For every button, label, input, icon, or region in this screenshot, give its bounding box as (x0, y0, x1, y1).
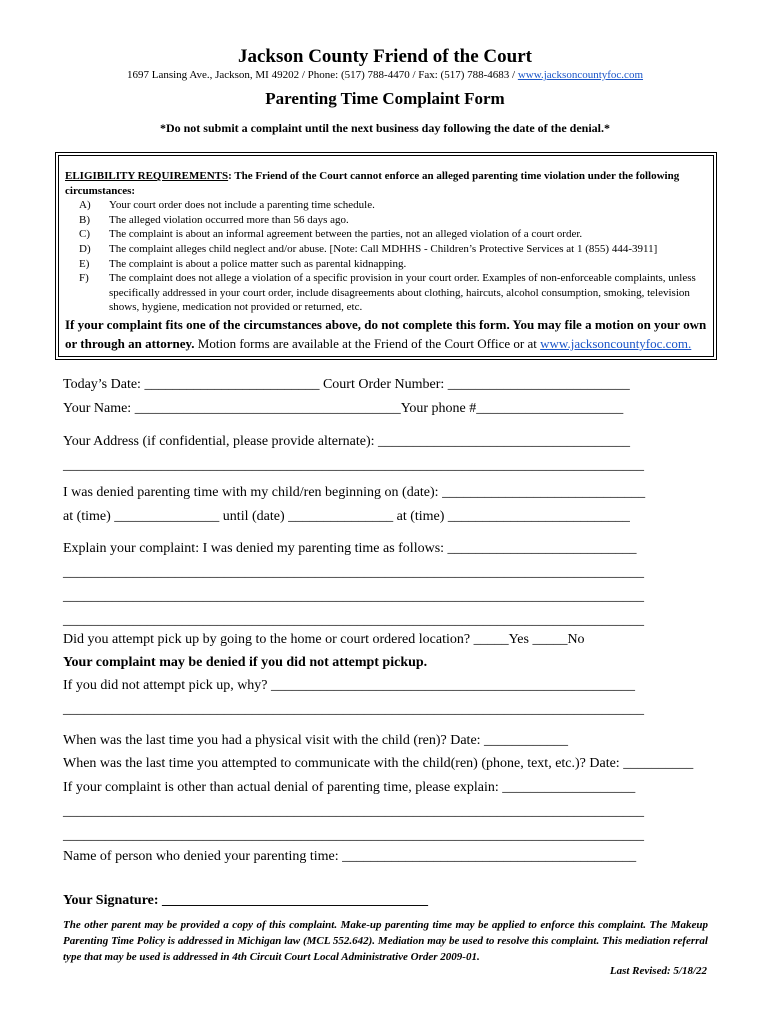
eligibility-box (55, 152, 717, 360)
motion-forms-link[interactable]: www.jacksoncountyfoc.com. (540, 335, 692, 351)
item-text: The complaint alleges child neglect and/or abuse. [Note: Call MDHHS - Children’s Protective Services at 1 (855) 444-3911] (109, 242, 658, 255)
form-field-line[interactable]: Did you attempt pick up by going to the home or court ordered location? _____Yes _____No (63, 632, 585, 647)
form-field-line[interactable]: Your Address (if confidential, please provide alternate): ____________________________________ (63, 434, 631, 449)
form-field-line[interactable]: Name of person who denied your parenting time: __________________________________________ (63, 849, 637, 864)
eligibility-heading (65, 169, 707, 198)
address-text: 1697 Lansing Ave., Jackson, MI 49202 / Phone: (517) 788-4470 / Fax: (517) 788-4683 / (126, 69, 518, 81)
contact-line (0, 69, 770, 81)
item-text: The complaint is about a police matter such as parental kidnapping. (109, 257, 407, 270)
form-field-line[interactable]: ___________________________________________________________________________________ (63, 804, 644, 819)
form-field-line[interactable]: If your complaint is other than actual denial of parenting time, please explain: ___________________ (63, 780, 636, 795)
form-field-line[interactable]: ___________________________________________________________________________________ (63, 565, 644, 580)
form-field-line[interactable]: ___________________________________________________________________________________ (63, 702, 644, 717)
eligibility-item (79, 257, 707, 272)
item-text: The complaint is about an informal agreement between the parties, not an alleged violation of a court order. (109, 228, 583, 241)
eligibility-label: ELIGIBILITY REQUIREMENTS (65, 170, 229, 182)
footer-notice: The other parent may be provided a copy of this complaint. Make-up parenting time may be applied to enforce this complaint. The Makeup Parenting Time Policy is addressed in Michigan law (MCL 552.642). Mediation may be used to resolve this complaint. This mediation referral type that may be used is addressed in 4th Circuit Court Local Administrative Order 2009-01. (63, 919, 708, 963)
form-field-line[interactable]: ___________________________________________________________________________________ (63, 589, 644, 604)
form-field-line: Your complaint may be denied if you did not attempt pickup. (63, 655, 428, 670)
item-text: Your court order does not include a parenting time schedule. (109, 199, 375, 212)
item-letter: B) (79, 213, 90, 226)
website-link[interactable]: www.jacksoncountyfoc.com (517, 69, 644, 81)
warning-text (65, 315, 707, 353)
form-field-line[interactable]: If you did not attempt pick up, why? ____________________________________________________ (63, 678, 636, 693)
form-title: Parenting Time Complaint Form (265, 89, 505, 108)
item-letter: A) (79, 199, 91, 212)
eligibility-list (65, 198, 707, 315)
form-field-line[interactable]: When was the last time you had a physical visit with the child (ren)? Date: ____________ (63, 733, 569, 748)
form-field-line[interactable]: Explain your complaint: I was denied my parenting time as follows: ___________________________ (63, 541, 637, 556)
form-field-line[interactable]: ___________________________________________________________________________________ (63, 458, 644, 473)
form-field-line[interactable]: Today’s Date: _________________________ Court Order Number: __________________________ (63, 377, 630, 392)
organization-title: Jackson County Friend of the Court (238, 46, 532, 67)
warning-bold: If your complaint fits one of the circumstances above, do not complete this form. You may file a motion on your own or through an attorney. (65, 316, 707, 351)
item-text: The complaint does not allege a violation of a specific provision in your court order. Examples of non-enforceable complaints, unless specifically addressed in your court order, include disagreements about clothing, haircuts, alcohol consumption, smoking, television shows, hygiene, medication not provided or returned, etc. (109, 272, 696, 314)
item-letter: C) (79, 228, 90, 241)
signature-field[interactable]: Your Signature: ______________________________________ (63, 893, 429, 908)
form-field-line[interactable]: Your Name: ______________________________________Your phone #_____________________ (63, 401, 624, 416)
eligibility-intro: : The Friend of the Court cannot enforce an alleged parenting time violation under the following circumstances: (65, 170, 680, 197)
item-letter: F) (79, 272, 89, 285)
form-field-line[interactable]: I was denied parenting time with my child/ren beginning on (date): _____________________________ (63, 485, 646, 500)
item-letter: D) (79, 242, 91, 255)
form-field-line[interactable]: at (time) _______________ until (date) _______________ at (time) __________________________ (63, 509, 630, 524)
form-field-line[interactable]: ___________________________________________________________________________________ (63, 828, 644, 843)
warning-rest: Motion forms are available at the Friend of the Court Office or at (194, 335, 541, 351)
submission-note: *Do not submit a complaint until the next business day following the date of the denial.* (159, 121, 611, 135)
eligibility-item (79, 213, 707, 228)
last-revised: Last Revised: 5/18/22 (609, 965, 707, 977)
eligibility-item (79, 227, 707, 242)
item-text: The alleged violation occurred more than 56 days ago. (109, 213, 349, 226)
item-letter: E) (79, 257, 90, 270)
eligibility-item (79, 271, 707, 315)
form-field-line[interactable]: When was the last time you attempted to communicate with the child(ren) (phone, text, etc.)? Date: __________ (63, 756, 694, 771)
form-field-line[interactable]: ___________________________________________________________________________________ (63, 613, 644, 628)
eligibility-item (79, 198, 707, 213)
eligibility-item (79, 242, 707, 257)
